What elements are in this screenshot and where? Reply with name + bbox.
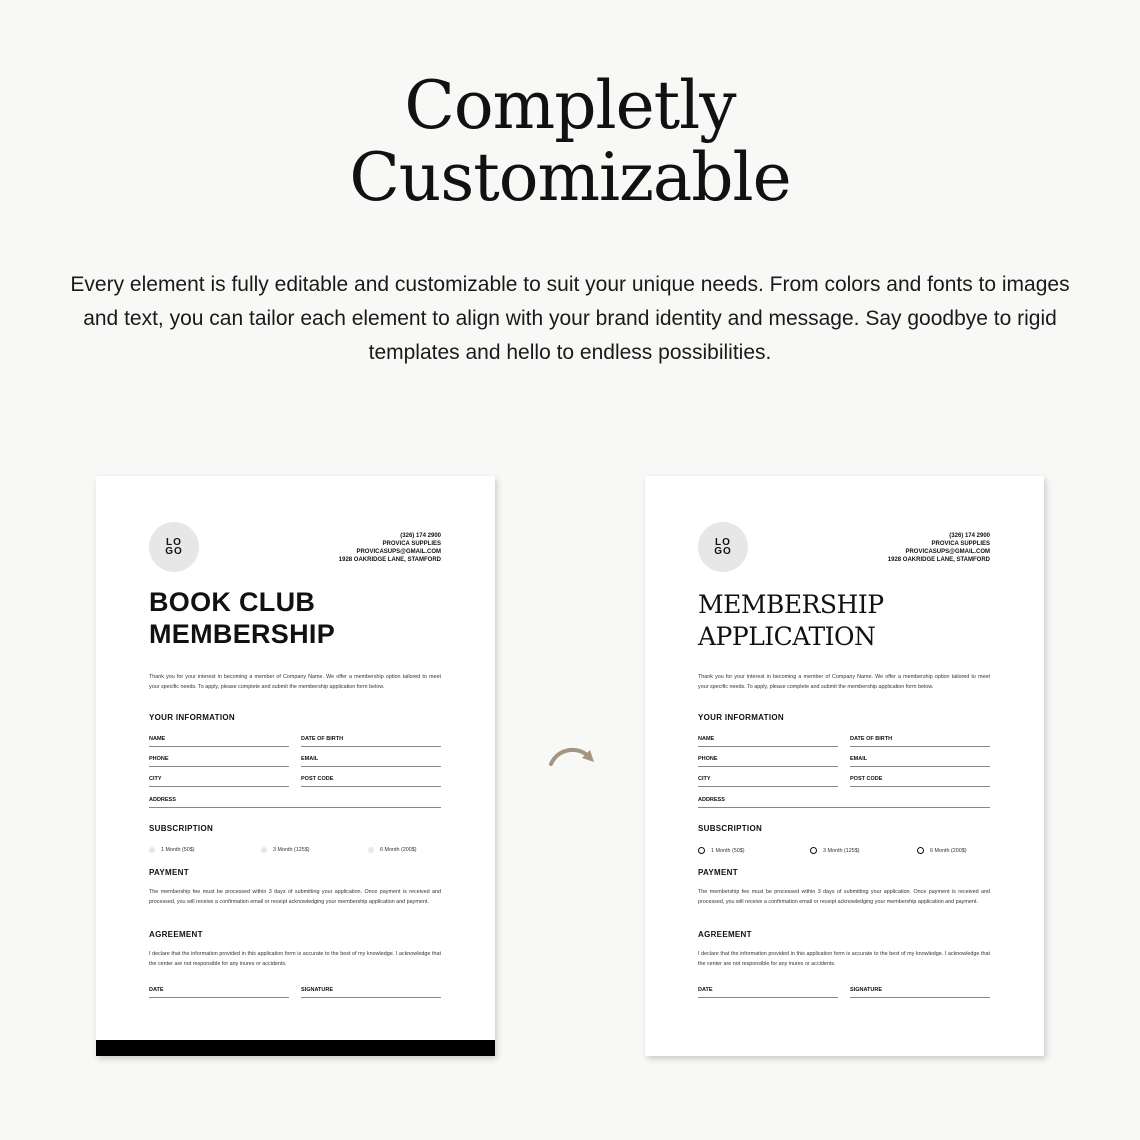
form-intro-text: Thank you for your interest in becoming a member of Company Name. We offer a membership option tailored to meet your specific needs. To apply, please complete and submit the membership application form below. [698,674,990,690]
contact-block [888,532,990,564]
agreement-text: I declare that the information provided in this application form is accurate to the best of my knowledge. I acknowledge that the center are not responsible for any inures or accidents. [698,951,990,967]
headline-line-2: Customizable [349,139,791,216]
logo-text-1: LO [166,537,182,548]
section-subscription: SUBSCRIPTION [149,824,214,833]
form-intro-text: Thank you for your interest in becoming a member of Company Name. We offer a membership option tailored to meet your specific needs. To apply, please complete and submit the membership application form below. [149,674,441,690]
payment-text: The membership fee must be processed within 3 days of submitting your application. Once payment is received and processed, you will receive a confirmation email or receipt acknowledging your membership application and payment. [698,889,990,905]
option-label: 3 Month (125$) [823,847,860,854]
title-line-2: APPLICATION [698,622,876,651]
radio-icon [917,847,924,854]
contact-phone: (326) 174 2900 [949,533,990,539]
post-code-field: POST CODE [850,775,990,787]
subscription-option-3 [368,847,417,853]
address-field: ADDRESS [149,796,441,808]
name-field: NAME [149,735,289,747]
title-line-1: MEMBERSHIP [698,590,884,619]
city-field: CITY [698,775,838,787]
template-page-customized [645,476,1044,1056]
signature-field: SIGNATURE [301,986,441,998]
curved-arrow-icon [548,742,598,770]
contact-block [339,532,441,564]
radio-icon [698,847,705,854]
section-your-information: YOUR INFORMATION [698,713,784,722]
section-agreement: AGREEMENT [698,930,752,939]
logo-text-2: GO [165,546,183,557]
section-agreement: AGREEMENT [149,930,203,939]
section-your-information: YOUR INFORMATION [149,713,235,722]
email-field: EMAIL [301,755,441,767]
post-code-field: POST CODE [301,775,441,787]
email-field: EMAIL [850,755,990,767]
document-title [149,586,335,650]
logo-placeholder [698,522,748,572]
subscription-option-1 [149,847,195,853]
contact-company: PROVICA SUPPLIES [931,541,990,547]
radio-icon [368,847,374,853]
phone-field: PHONE [149,755,289,767]
option-label: 1 Month (50$) [711,847,745,854]
radio-icon [149,847,155,853]
logo-placeholder [149,522,199,572]
date-field: DATE [149,986,289,998]
headline-line-1: Completly [404,67,736,144]
footer-bar [96,1040,495,1056]
phone-field: PHONE [698,755,838,767]
contact-company: PROVICA SUPPLIES [382,541,441,547]
intro-text: Every element is fully editable and customizable to suit your unique needs. From colors and fonts to images and text, you can tailor each element to align with your brand identity and message. Say goodbye to rigid templates and hello to endless possibilities. [70,273,1070,364]
contact-email: PROVICASUPS@GMAIL.COM [356,549,441,555]
headline [0,67,1140,216]
section-payment: PAYMENT [149,868,189,877]
radio-icon [261,847,267,853]
contact-address: 1928 OAKRIDGE LANE, STAMFORD [887,557,990,563]
subscription-option-1 [698,847,745,854]
contact-phone: (326) 174 2900 [400,533,441,539]
title-line-1: BOOK CLUB [149,587,316,617]
city-field: CITY [149,775,289,787]
dob-field: DATE OF BIRTH [850,735,990,747]
title-line-2: MEMBERSHIP [149,619,336,649]
name-field: NAME [698,735,838,747]
section-subscription: SUBSCRIPTION [698,824,763,833]
signature-field: SIGNATURE [850,986,990,998]
subscription-option-2 [810,847,860,854]
template-page-original [96,476,495,1056]
contact-address: 1928 OAKRIDGE LANE, STAMFORD [338,557,441,563]
option-label: 1 Month (50$) [161,847,195,853]
contact-email: PROVICASUPS@GMAIL.COM [905,549,990,555]
logo-text-2: GO [714,546,732,557]
radio-icon [810,847,817,854]
subscription-option-3 [917,847,967,854]
document-title [698,589,884,653]
option-label: 3 Month (125$) [273,847,310,853]
section-payment: PAYMENT [698,868,738,877]
payment-text: The membership fee must be processed within 3 days of submitting your application. Once payment is received and processed, you will receive a confirmation email or receipt acknowledging your membership application and payment. [149,889,441,905]
agreement-text: I declare that the information provided in this application form is accurate to the best of my knowledge. I acknowledge that the center are not responsible for any inures or accidents. [149,951,441,967]
logo-text-1: LO [715,537,731,548]
option-label: 6 Month (200$) [930,847,967,854]
subscription-option-2 [261,847,310,853]
dob-field: DATE OF BIRTH [301,735,441,747]
date-field: DATE [698,986,838,998]
address-field: ADDRESS [698,796,990,808]
option-label: 6 Month (200$) [380,847,417,853]
